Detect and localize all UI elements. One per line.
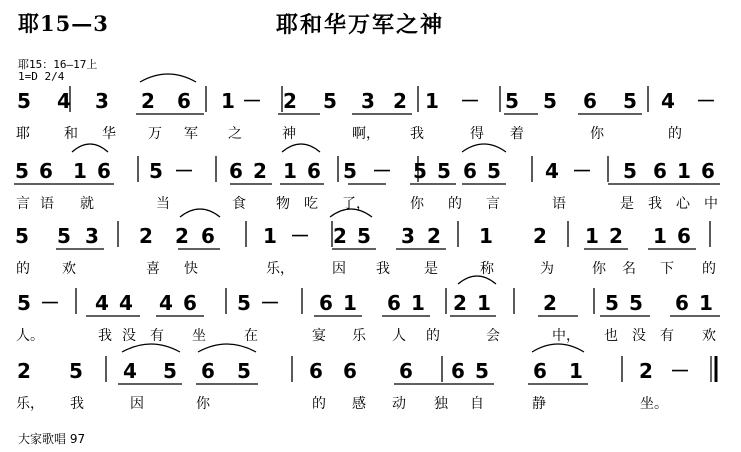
note: 6 (177, 89, 191, 113)
note: 5 (605, 291, 619, 315)
note: 2 (17, 359, 31, 383)
note: 6 (183, 291, 197, 315)
lyric-text: 宴 (312, 328, 326, 344)
note: 1 (425, 89, 439, 113)
note: 5 (15, 224, 29, 248)
lyric-text: 着 (510, 126, 524, 142)
note: 1 (677, 159, 691, 183)
note: 1 (653, 224, 667, 248)
lyric-text: 中， (552, 328, 580, 344)
lyric-text: 没 (122, 328, 136, 344)
note: 1 (477, 291, 491, 315)
lyric-text: 有 (150, 328, 164, 344)
note: 6 (307, 159, 321, 183)
note: － (696, 89, 716, 113)
note: 2 (393, 89, 407, 113)
lyric-text: 的 (16, 261, 30, 277)
note: 3 (401, 224, 415, 248)
lyric-text: 中 (704, 196, 718, 212)
key-time-signature: 1=D 2/4 (18, 70, 65, 83)
lyric-text: 静 (532, 396, 546, 412)
slur (180, 209, 220, 217)
note: 4 (661, 89, 675, 113)
note: 6 (309, 359, 323, 383)
lyric-text: 万 (148, 126, 162, 142)
lyric-text: 你 (196, 396, 210, 412)
lyric-text: 的 (702, 261, 716, 277)
lyric-text: 因 (332, 261, 346, 277)
note: － (290, 224, 310, 248)
note: 4 (159, 291, 173, 315)
note: 2 (139, 224, 153, 248)
lyric-text: 会 (486, 328, 500, 344)
lyric-text: 的 (426, 328, 440, 344)
lyric-text: 你 (592, 261, 606, 277)
note: 2 (253, 159, 267, 183)
lyric-text: 是 (620, 196, 634, 212)
lyric-text: 食 (232, 196, 246, 212)
note: 1 (411, 291, 425, 315)
lyric-text: 为 (540, 261, 554, 277)
note: 1 (73, 159, 87, 183)
lyric-text: 快 (184, 261, 198, 277)
note: － (372, 159, 392, 183)
lyric-text: 的 (668, 126, 682, 142)
lyric-text: 称 (480, 261, 494, 277)
lyric-text: 乐， (16, 396, 44, 412)
note: 5 (237, 291, 251, 315)
lyric-text: 也 (604, 328, 618, 344)
note: 2 (333, 224, 347, 248)
note: 1 (699, 291, 713, 315)
lyric-text: 喜 (146, 261, 160, 277)
lyric-text: 心 (676, 196, 690, 212)
note: 6 (451, 359, 465, 383)
lyric-text: 感 (352, 396, 366, 412)
lyric-text: 乐， (266, 261, 294, 277)
lyric-text: 人。 (16, 328, 44, 344)
lyric-text: 的 (448, 196, 462, 212)
note: 5 (17, 89, 31, 113)
lyric-text: 欢 (702, 328, 716, 344)
lyric-text: 是 (424, 261, 438, 277)
note: 5 (487, 159, 501, 183)
note: － (460, 89, 480, 113)
slur (532, 344, 584, 352)
note: 6 (701, 159, 715, 183)
slur (72, 144, 108, 152)
lyric-text: 坐。 (640, 396, 668, 412)
book-footer: 大家歌唱 97 (18, 432, 86, 446)
note: 5 (543, 89, 557, 113)
lyric-text: 言 (16, 196, 30, 212)
note: 2 (543, 291, 557, 315)
note: 5 (343, 159, 357, 183)
lyric-text: 言 (486, 196, 500, 212)
lyric-text: 之 (228, 126, 242, 142)
lyric-text: 就 (80, 196, 94, 212)
note: 2 (175, 224, 189, 248)
note: 2 (533, 224, 547, 248)
note: 6 (583, 89, 597, 113)
note: 5 (57, 224, 71, 248)
note: － (670, 359, 690, 383)
lyric-text: 你 (590, 126, 604, 142)
note: 5 (413, 159, 427, 183)
note: 2 (283, 89, 297, 113)
note: 2 (609, 224, 623, 248)
note: 6 (463, 159, 477, 183)
lyric-text: 因 (130, 396, 144, 412)
lyric-text: 有 (660, 328, 674, 344)
note: 5 (69, 359, 83, 383)
lyric-text: 独 (434, 396, 448, 412)
lyric-text: 下 (660, 261, 674, 277)
note: 6 (39, 159, 53, 183)
note: 6 (675, 291, 689, 315)
lyric-text: 的 (312, 396, 326, 412)
note: 3 (95, 89, 109, 113)
lyric-text: 和 (64, 126, 78, 142)
note: 6 (229, 159, 243, 183)
song-number: 耶15—3 (18, 11, 109, 36)
lyric-text: 得 (470, 126, 484, 142)
lyric-text: 坐 (192, 328, 206, 344)
note: 6 (319, 291, 333, 315)
note: 1 (263, 224, 277, 248)
note: 2 (141, 89, 155, 113)
lyric-text: 语 (552, 196, 566, 212)
note: 1 (585, 224, 599, 248)
lyric-text: 我 (70, 396, 84, 412)
lyric-text: 乐 (352, 328, 366, 344)
lyric-text: 当 (156, 196, 170, 212)
lyric-text: 神 (282, 126, 296, 142)
note: 5 (475, 359, 489, 383)
note: 1 (569, 359, 583, 383)
note: 5 (323, 89, 337, 113)
note: 5 (623, 159, 637, 183)
note: － (242, 89, 262, 113)
note: 2 (453, 291, 467, 315)
note: 5 (163, 359, 177, 383)
lyric-text: 吃 (304, 196, 318, 212)
note: 6 (201, 359, 215, 383)
note: 3 (85, 224, 99, 248)
note: 2 (427, 224, 441, 248)
note: 6 (653, 159, 667, 183)
note: 6 (677, 224, 691, 248)
note: － (174, 159, 194, 183)
note: 4 (119, 291, 133, 315)
slur (282, 144, 320, 152)
lyric-text: 我 (98, 328, 112, 344)
note: 2 (639, 359, 653, 383)
note: － (260, 291, 280, 315)
song-title: 耶和华万军之神 (276, 13, 445, 38)
slur (140, 74, 196, 82)
lyric-text: 没 (632, 328, 646, 344)
note: 5 (357, 224, 371, 248)
slur (462, 144, 506, 152)
note: 1 (221, 89, 235, 113)
slur (122, 344, 180, 352)
note: 5 (623, 89, 637, 113)
note: 6 (399, 359, 413, 383)
note: 6 (97, 159, 111, 183)
note: 1 (283, 159, 297, 183)
slur (458, 276, 496, 284)
lyric-text: 军 (184, 126, 198, 142)
lyric-text: 自 (470, 396, 484, 412)
lyric-text: 动 (392, 396, 406, 412)
lyric-text: 在 (244, 328, 258, 344)
note: 6 (343, 359, 357, 383)
lyric-text: 人 (392, 328, 406, 344)
note: 5 (15, 159, 29, 183)
note: 5 (17, 291, 31, 315)
note: － (572, 159, 592, 183)
note: 5 (629, 291, 643, 315)
lyric-text: 物 (276, 196, 290, 212)
note: 4 (123, 359, 137, 383)
scripture-reference: 耶15：16—17上 (18, 58, 98, 71)
note: 6 (201, 224, 215, 248)
note: 5 (237, 359, 251, 383)
note: 5 (149, 159, 163, 183)
lyric-text: 耶 (16, 126, 30, 142)
lyric-text: 我 (648, 196, 662, 212)
note: 5 (437, 159, 451, 183)
lyric-text: 你 (410, 196, 424, 212)
lyric-text: 我 (376, 261, 390, 277)
note: 4 (545, 159, 559, 183)
note: 1 (479, 224, 493, 248)
lyric-text: 了， (342, 196, 370, 212)
note: 6 (533, 359, 547, 383)
note: － (40, 291, 60, 315)
note: 4 (95, 291, 109, 315)
lyric-text: 啊， (352, 126, 380, 142)
lyric-text: 我 (410, 126, 424, 142)
note: 4 (57, 89, 71, 113)
lyric-text: 语 (40, 196, 54, 212)
lyric-text: 华 (102, 126, 116, 142)
note: 1 (343, 291, 357, 315)
lyric-text: 欢 (62, 261, 76, 277)
slur (198, 344, 256, 352)
lyric-text: 名 (622, 261, 636, 277)
note: 5 (505, 89, 519, 113)
note: 6 (387, 291, 401, 315)
note: 3 (361, 89, 375, 113)
